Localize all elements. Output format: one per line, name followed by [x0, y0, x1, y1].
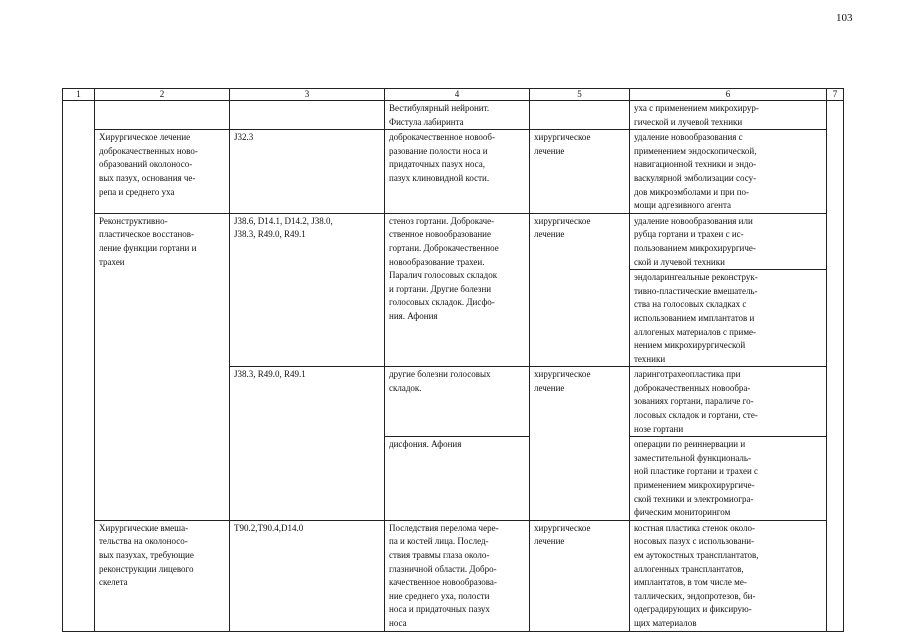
col7-cell	[827, 101, 844, 632]
treatment-type-cell: хирургическое лечение	[530, 367, 630, 521]
col1-cell	[63, 101, 95, 632]
method-cell: удаление новообразования с применением эндоскопической, навигационной техники и эндо- васкулярной эмболизации сосу- дов микроэмболами и при по- мощи адгезивного агента	[630, 130, 827, 214]
table-row	[63, 130, 844, 214]
method-cell: операции по реиннервации и заместительной функциональ- ной пластике гортани и трахеи с применением микрохирургиче- ской техники и электромиогра- фическим мониторингом	[630, 437, 827, 521]
icd-code-cell: T90.2,T90.4,D14.0	[230, 520, 385, 631]
method-cell: удаление новообразования или рубца гортани и трахеи с ис- пользованием микрохирургиче- ской и лучевой техники	[630, 213, 827, 269]
diagnosis-cell: Вестибулярный нейронит. Фистула лабиринта	[385, 101, 530, 130]
icd-code-cell: J38.6, D14.1, D14.2, J38.0, J38.3, R49.0, R49.1	[230, 213, 385, 367]
page-number: 103	[836, 12, 853, 24]
icd-code-cell: J32.3	[230, 130, 385, 214]
procedure-group-cell: Реконструктивно- пластическое восстанов- ление функции гортани и трахеи	[95, 213, 230, 520]
header-cell: 4	[385, 89, 530, 101]
treatment-type-cell: хирургическое лечение	[530, 213, 630, 367]
diagnosis-cell: Последствия перелома чере- па и костей лица. Послед- ствия травмы глаза около- глазничной области. Добро- качественное новообразова- ние среднего уха, полости носа и придаточных пазух носа	[385, 520, 530, 631]
diagnosis-cell: другие болезни голосовых складок.	[385, 367, 530, 437]
method-cell: ларинготрахеопластика при доброкачественных новообра- зованиях гортани, параличе го- лосовых складок и гортани, сте- нозе гортани	[630, 367, 827, 437]
header-row	[63, 89, 844, 101]
icd-code-cell: J38.3, R49.0, R49.1	[230, 367, 385, 521]
treatment-type-cell: хирургическое лечение	[530, 130, 630, 214]
table-row	[63, 520, 844, 631]
header-cell: 3	[230, 89, 385, 101]
treatment-type-cell: хирургическое лечение	[530, 520, 630, 631]
table-row	[63, 101, 844, 130]
procedures-table	[62, 88, 844, 632]
cell-col5	[530, 101, 630, 130]
diagnosis-cell: дисфония. Афония	[385, 437, 530, 521]
cell-col2	[95, 101, 230, 130]
procedure-group-cell: Хирургическое лечение доброкачественных ново- образований околоносо- вых пазух, основания че- репа и среднего уха	[95, 130, 230, 214]
diagnosis-cell: доброкачественное новооб- разование полости носа и придаточных пазух носа, пазух клиновидной кости.	[385, 130, 530, 214]
header-cell: 6	[630, 89, 827, 101]
header-cell: 5	[530, 89, 630, 101]
method-cell: эндоларингеальные реконструк- тивно-пластические вмешатель- ства на голосовых складках с использованием имплантатов и аллогеных материалов с приме- нением микрохирургической техники	[630, 270, 827, 367]
header-cell: 1	[63, 89, 95, 101]
header-cell: 2	[95, 89, 230, 101]
method-cell: костная пластика стенок около- носовых пазух с использовани- ем аутокостных трансплантатов, аллогенных трансплантатов, имплантатов, в том числе ме- таллических, эндопротезов, би- одеградирующих и фиксирую- щих материалов	[630, 520, 827, 631]
cell-col3	[230, 101, 385, 130]
header-cell: 7	[827, 89, 844, 101]
method-cell: уха с применением микрохирур- гической и лучевой техники	[630, 101, 827, 130]
procedure-group-cell: Хирургические вмеша- тельства на околоносо- вых пазухах, требующие реконструкции лицевого скелета	[95, 520, 230, 631]
table-row	[63, 213, 844, 269]
diagnosis-cell: стеноз гортани. Доброкаче- ственное новообразование гортани. Доброкачественное новообразование трахеи. Паралич голосовых складок и гортани. Другие болезни голосовых складок. Дисфо- ния. Афония	[385, 213, 530, 367]
